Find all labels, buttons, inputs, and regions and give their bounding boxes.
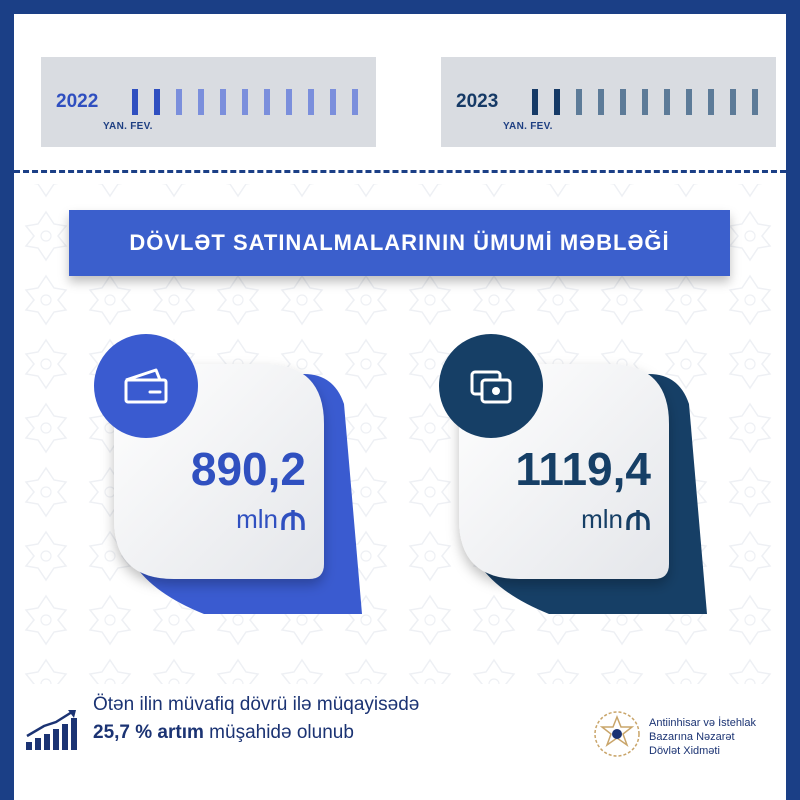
manat-icon (280, 508, 306, 532)
agency-name-line-1: Antiinhisar və İstehlak (649, 717, 756, 729)
amount-card-2022 (94, 334, 364, 624)
manat-icon (625, 508, 651, 532)
growth-highlight: 25,7 % artım (93, 722, 204, 743)
infographic-canvas (14, 14, 786, 800)
agency-name-line-3: Dövlət Xidməti (649, 745, 720, 757)
growth-chart-icon (24, 708, 78, 752)
amount-unit (236, 504, 306, 535)
timeline-year: 2022 (56, 91, 99, 112)
title-banner: DÖVLƏT SATINALMALARININ ÜMUMİ MƏBLƏĞİ (69, 210, 730, 276)
timeline-months-label: YAN. FEV. (503, 121, 553, 132)
amount-value: 1119,4 (515, 443, 651, 495)
amount-card-2023 (439, 334, 709, 624)
cash-icon-circle (439, 334, 543, 438)
timeline-months-label: YAN. FEV. (103, 121, 153, 132)
unit-label: mln (236, 504, 278, 534)
wallet-icon-circle (94, 334, 198, 438)
agency-name (649, 716, 756, 758)
timeline-2022 (41, 57, 376, 147)
agency-name-line-2: Bazarına Nəzarət (649, 731, 735, 743)
cash-icon (468, 366, 514, 406)
footer-line-1: Ötən ilin müvafiq dövrü ilə müqayisədə (93, 694, 420, 715)
footer-line-2-rest: müşahidə olunub (203, 722, 354, 743)
unit-label: mln (581, 504, 623, 534)
agency-emblem-icon (592, 709, 642, 759)
footer-statement (93, 694, 419, 744)
amount-unit (581, 504, 651, 535)
timeline-2023 (441, 57, 776, 147)
footer-line-2 (93, 722, 419, 744)
timeline-year: 2023 (456, 91, 499, 112)
wallet-icon (122, 366, 170, 406)
amount-value: 890,2 (190, 443, 306, 495)
dashed-divider (14, 170, 786, 173)
